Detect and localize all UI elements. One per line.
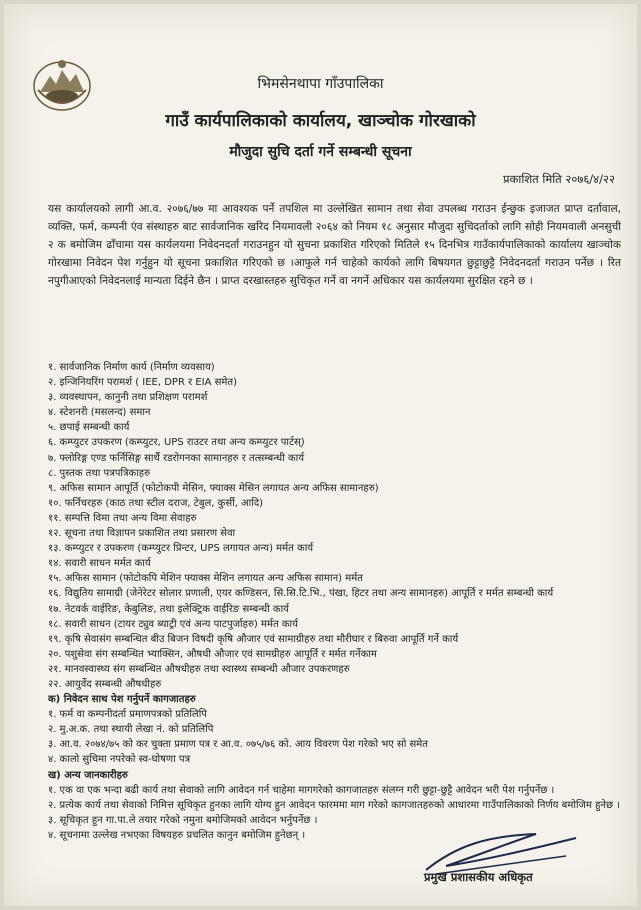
list-item: १७. नेटवर्क वाईरिङ, केबुलिङ, तथा इलेक्ट्रिक वाईरिङ सम्बन्धी कार्य: [48, 603, 289, 615]
list-item: १०. फर्निचरहरु (काठ तथा स्टील दराज, टेबुल, कुर्सी, आदि): [48, 497, 264, 509]
list-item: १९. कृषि सेवासंग सम्बन्धित बीउ बिजन विषदी कृषि औजार एवं सामाग्रीहरु तथा मौरीघार र बिरुवा आपूर्ति गर्ने कार्य: [48, 633, 459, 645]
notice-sheet: [4, 4, 637, 906]
office-title: गाउँ कार्यपालिकाको कार्यालय, खाञ्चोक गोरखाको: [165, 111, 476, 131]
signatory-title: प्रमुख प्रशासकीय अधिकृत: [424, 870, 533, 884]
list-item: ६. कम्प्युटर उपकरण (कम्प्युटर, UPS राउटर तथा अन्य कम्प्युटर पार्टस्): [48, 437, 305, 449]
list-item: ४. कालो सुचिमा नपरेको स्व-घोषणा पत्र: [48, 754, 191, 766]
list-item: १३. कम्प्युटर र उपकरण (कम्प्युटर प्रिन्टर, UPS लगायत अन्य) मर्मत कार्य: [48, 543, 314, 555]
published-date: प्रकाशित मिति २०७६/४/२२: [502, 172, 615, 186]
list-item: ३. सूचिकृत हुन गा.पा.ले तयार गरेको नमुना बमोजिमको आवेदन भर्नुपर्नेछ ।: [48, 814, 318, 826]
section-kha-title: ख) अन्य जानकारीहरु: [48, 769, 128, 781]
list-item: २. इन्जिनियरिंग परामर्श ( IEE, DPR र EIA समेत): [48, 377, 237, 389]
list-item: २१. मानवस्वास्थ्य संग सम्बन्धित औषधीहरु तथा स्वास्थ्य सम्बन्धी औजार उपकरणहरु: [48, 663, 350, 675]
list-item: १८. सवारी साधन (टायर ट्युव ब्याट्री एवं अन्य पाटपुर्जाहरु) मर्मत कार्य: [48, 618, 298, 630]
notice-list: [48, 360, 623, 843]
list-item: ४. स्टेशनरी (मसलन्द) समान: [48, 407, 151, 419]
list-item: १६. विद्युतिय सामाग्री (जेनेरेटर सोलार प्रणाली, एयर कण्डिसन, सि.सि.टि.भि., पंखा, हिटर तथा अन्य सामानहरु) आपूर्ति र मर्मत सम्बन्धी कार्य: [48, 588, 554, 600]
intro-paragraph: यस कार्यालयको लागी आ.व. २०७६/७७ मा आवश्यक पर्ने तपशिल मा उल्लेखित सामान तथा सेवा उपलब्ध गराउन ईन्छुक इजाजत प्राप्त दर्तावाल, व्यक्ति, फर्म, कम्पनी एंव संस्थाहरु बाट सार्वजानिक खरिद नियमावली २०६४ को नियम १८ अनुसार मौजुदा सुचिदर्ताको लागि सोही नियमवाली अनसुची २ क बमोजिम ढाँचामा यस कार्यलयमा निवेदनदर्ता गराउनहुन यो सुचना प्रकाशित गरिएको मितिले १५ दिनभित्र गाउँकार्यपालिकाको कार्यालय खाञ्चोक गोरखामा निवेदन पेश गर्नुहुन यो सूचना प्रकाशित गरिएको छ ।आफुले गर्न चाहेको कार्यको लागि बिषयगत छुट्टाछुट्टै निवेदनदर्ता गराउन पर्नेछ । रित नपुगीआएको निवेदनलाई मान्यता दिईने छैन । प्राप्त दरखास्तहरु सुचिकृत गर्ने वा नगर्ने अधिकार यस कार्यलयमा सुरक्षित रहने छ ।: [48, 203, 621, 287]
list-item: २२. आयुर्वेद सम्बन्धी औषधीहरु: [48, 678, 162, 690]
list-item: १. एक वा एक भन्दा बढी कार्य तथा सेवाको लागि आवेदन गर्न चाहेमा मागगरेको कागजातहरु संलग्न गरी छुट्टा-छुट्टै आवेदन भरी पेश गर्नुपर्नेछ ।: [48, 784, 555, 796]
list-item: १२. सूचना तथा विज्ञापन प्रकाशित तथा प्रसारण सेवा: [48, 528, 236, 540]
list-item: ४. सूचनामा उल्लेख नभएका विषयहरु प्रचलित कानुन बमोजिम हुनेछन् ।: [48, 829, 306, 841]
notice-subject: मौजुदा सुचि दर्ता गर्ने सम्बन्धी सूचना: [229, 144, 412, 160]
list-item: १. फर्म वा कम्पनीदर्ता प्रमाणपत्रको प्रतिलिपि: [48, 709, 207, 721]
list-item: १५. अफिस सामान (फोटोकपि मेशिन फ्याक्स मेशिन लगायत अन्य अफिस सामान) मर्मत: [48, 573, 363, 585]
section-ka-title: क) निवेदन साथ पेश गर्नुपर्ने कागजातहरु: [48, 694, 196, 706]
list-item: २०. पशुसेवा संग सम्बन्धित भ्याक्सिन, औषधी औजार एवं सामग्रीहरु आपूर्ति र मर्मत गर्नेकाम: [48, 648, 377, 660]
list-item: ३. आ.व. २०७४/७५ को कर चुक्ता प्रमाण पत्र र आ.व. ०७५/७६ को. आय विवरण पेश गरेको भए सो समेत: [48, 739, 428, 751]
list-item: ८. पुस्तक तथा पत्रपत्रिकाहरु: [48, 467, 151, 479]
list-item: ११. सम्पत्ति विमा तथा अन्य विमा सेवाहरु: [48, 512, 197, 524]
list-item: १४. सवारी साधन मर्मत कार्य: [48, 558, 151, 570]
list-item: २. मु.अ.क. तथा स्थायी लेखा नं. को प्रतिलिपि: [48, 724, 214, 736]
list-item: ३. व्यवस्थापन, कानुनी तथा प्रशिक्षण परामर्श: [48, 392, 208, 404]
list-item: २. प्रत्येक कार्य तथा सेवाको निमित्त सूचिकृत हुनका लागि योग्य हुन आवेदन फारममा माग गरेको कागजातहरुको आधारमा गाउँपालिकाको निर्णय बमोजिम हुनेछ ।: [48, 799, 620, 811]
list-item: ७. फ्लोरिङ्ग एण्ड फर्निसिङ्ग सार्थै रडरोगनका सामानहरु र तत्सम्बन्धी कार्य: [48, 452, 305, 464]
list-item: ५. छपाई सम्बन्धी कार्य: [48, 422, 130, 434]
list-item: ९. अफिस सामान आपूर्ति (फोटोकपी मेसिन, फ्याक्स मेसिन लगायत अन्य अफिस सामानहरु): [48, 482, 379, 494]
municipality-name: भिमसेनथापा गाँउपालिका: [257, 76, 384, 92]
list-item: १. सार्वजानिक निर्माण कार्य (निर्माण व्यवसाय): [48, 362, 215, 373]
